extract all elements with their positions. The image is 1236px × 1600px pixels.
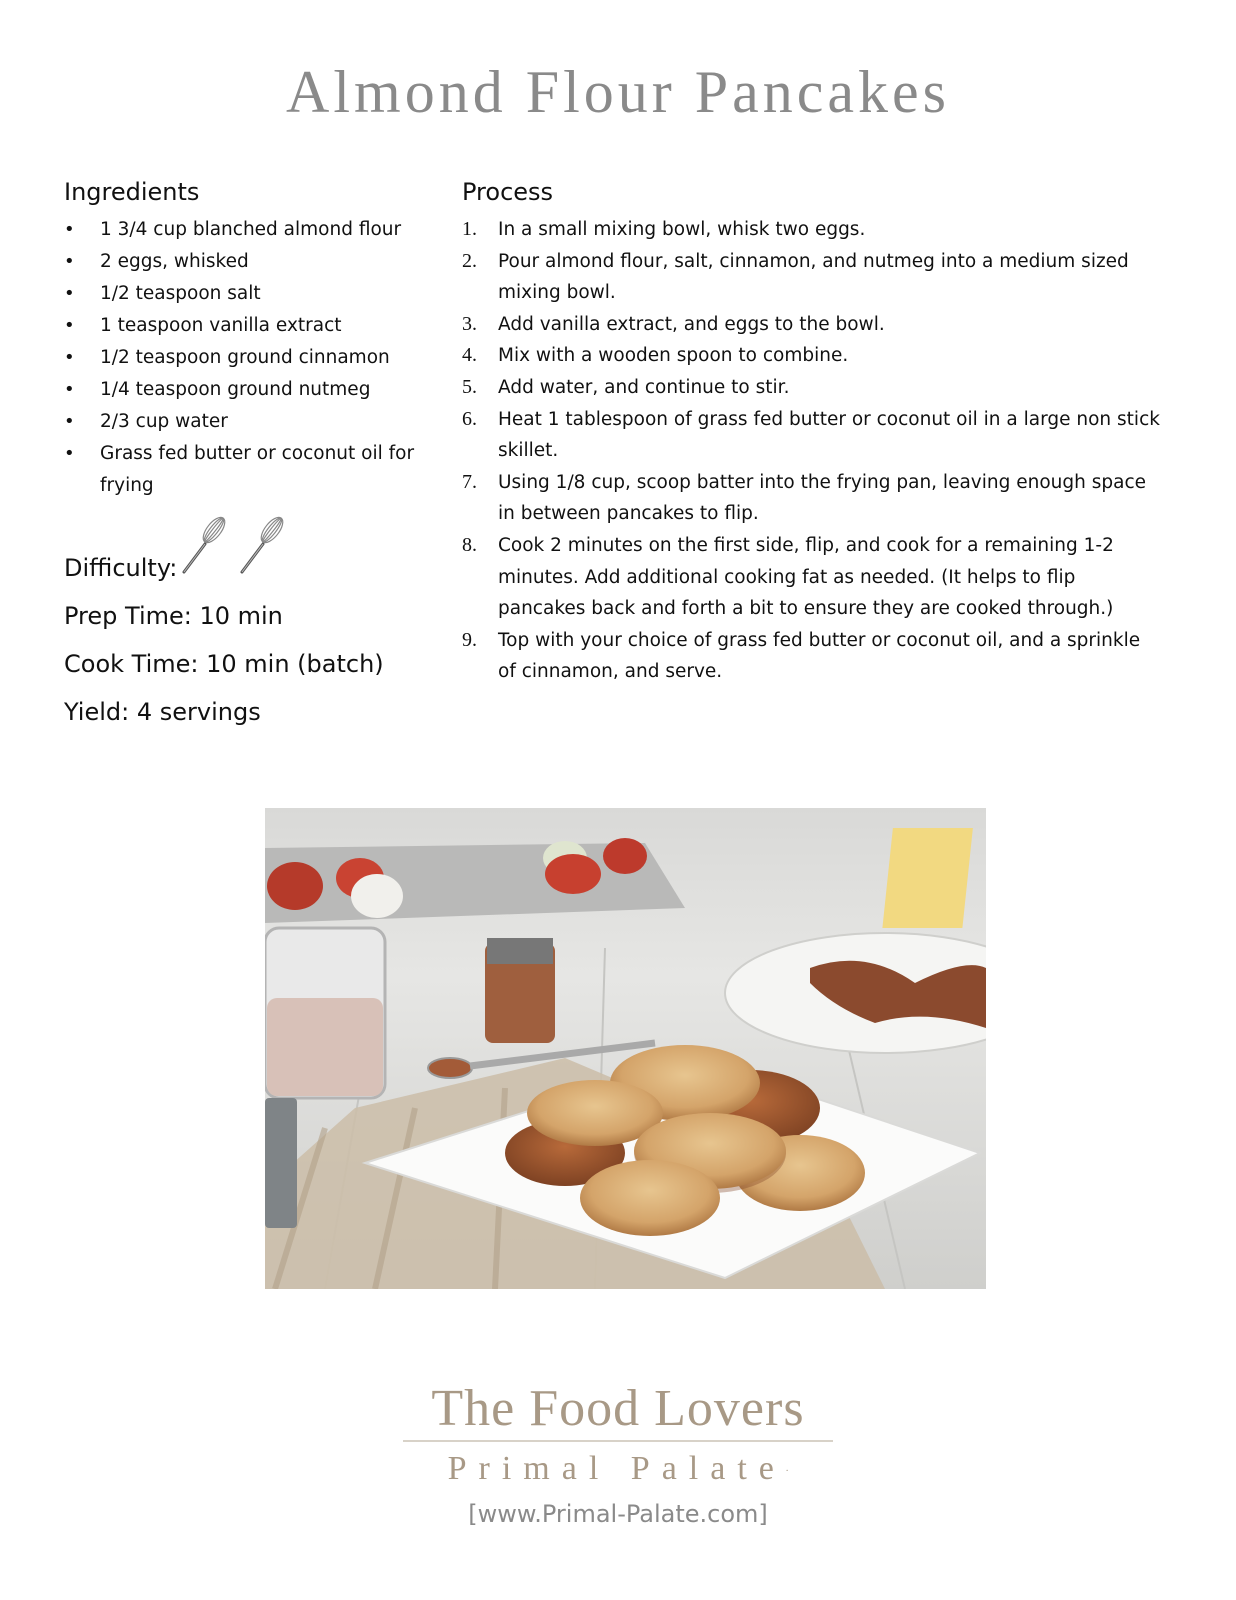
cook-time: Cook Time: 10 min (batch) — [64, 650, 384, 678]
brand-subname — [0, 1444, 1236, 1494]
process-step — [462, 246, 1162, 309]
process-step — [462, 625, 1162, 688]
process-section — [462, 178, 1162, 688]
recipe-meta — [64, 536, 444, 736]
step-number: 6. — [462, 407, 477, 430]
difficulty-row — [64, 536, 444, 592]
step-text: Add water, and continue to stir. — [498, 376, 790, 398]
process-step — [462, 467, 1162, 530]
step-number: 1. — [462, 218, 477, 240]
step-text: Pour almond flour, salt, cinnamon, and nutmeg into a medium sized mixing bowl. — [498, 250, 1129, 304]
trademark-mark: . — [785, 1463, 789, 1474]
difficulty-rating — [177, 514, 285, 592]
process-step — [462, 404, 1162, 467]
whisk-icon — [181, 514, 227, 576]
ingredient-item: • 1 3/4 cup blanched almond flour — [64, 214, 434, 246]
ingredients-section — [64, 178, 434, 502]
whisk-icon — [239, 514, 285, 576]
process-step — [462, 340, 1162, 372]
process-step — [462, 372, 1162, 404]
step-text: Heat 1 tablespoon of grass fed butter or coconut oil in a large non stick skillet. — [498, 408, 1160, 462]
brand-footer — [0, 1378, 1236, 1534]
recipe-title: Almond Flour Pancakes — [286, 59, 950, 125]
step-number: 2. — [462, 249, 477, 272]
ingredient-item: • 1/2 teaspoon salt — [64, 278, 434, 310]
process-step — [462, 214, 1162, 246]
process-heading: Process — [462, 178, 554, 206]
step-text: In a small mixing bowl, whisk two eggs. — [498, 219, 866, 240]
ingredient-item: • 2/3 cup water — [64, 406, 434, 438]
ingredient-item: • 1/2 teaspoon ground cinnamon — [64, 342, 434, 374]
process-steps — [462, 214, 1162, 688]
ingredients-heading: Ingredients — [64, 178, 200, 206]
website-link[interactable]: [www.Primal-Palate.com] — [468, 1500, 768, 1528]
brand-subname-text: Primal Palate — [447, 1450, 786, 1487]
step-text: Cook 2 minutes on the first side, flip, and cook for a remaining 1-2 minutes. Add additional cooking fat as needed. (It helps to flip pancakes back and forth a bit to ensure they are cooked through.) — [498, 534, 1114, 620]
process-step — [462, 530, 1162, 625]
pancakes-photo — [265, 808, 986, 1289]
step-text: Top with your choice of grass fed butter or coconut oil, and a sprinkle of cinnamon, and serve. — [498, 629, 1141, 683]
ingredient-item: • 2 eggs, whisked — [64, 246, 434, 278]
ingredients-list — [64, 214, 434, 502]
ingredient-item: • 1/4 teaspoon ground nutmeg — [64, 374, 434, 406]
step-number: 7. — [462, 470, 477, 493]
step-number: 9. — [462, 628, 477, 651]
step-text: Mix with a wooden spoon to combine. — [498, 345, 849, 367]
yield: Yield: 4 servings — [64, 698, 261, 726]
difficulty-label: Difficulty: — [64, 554, 178, 582]
step-text: Using 1/8 cup, scoop batter into the frying pan, leaving enough space in between pancakes to flip. — [498, 471, 1146, 525]
ingredient-item: • 1 teaspoon vanilla extract — [64, 310, 434, 342]
step-number: 4. — [462, 344, 477, 367]
brand-name: The Food Lovers — [431, 1380, 805, 1437]
step-number: 5. — [462, 375, 477, 398]
step-number: 3. — [462, 312, 477, 335]
step-text: Add vanilla extract, and eggs to the bowl. — [498, 313, 885, 335]
ingredient-item: • Grass fed butter or coconut oil for frying — [64, 438, 434, 502]
step-number: 8. — [462, 533, 477, 556]
prep-time: Prep Time: 10 min — [64, 602, 283, 630]
process-step — [462, 309, 1162, 341]
brand-divider — [403, 1440, 833, 1442]
